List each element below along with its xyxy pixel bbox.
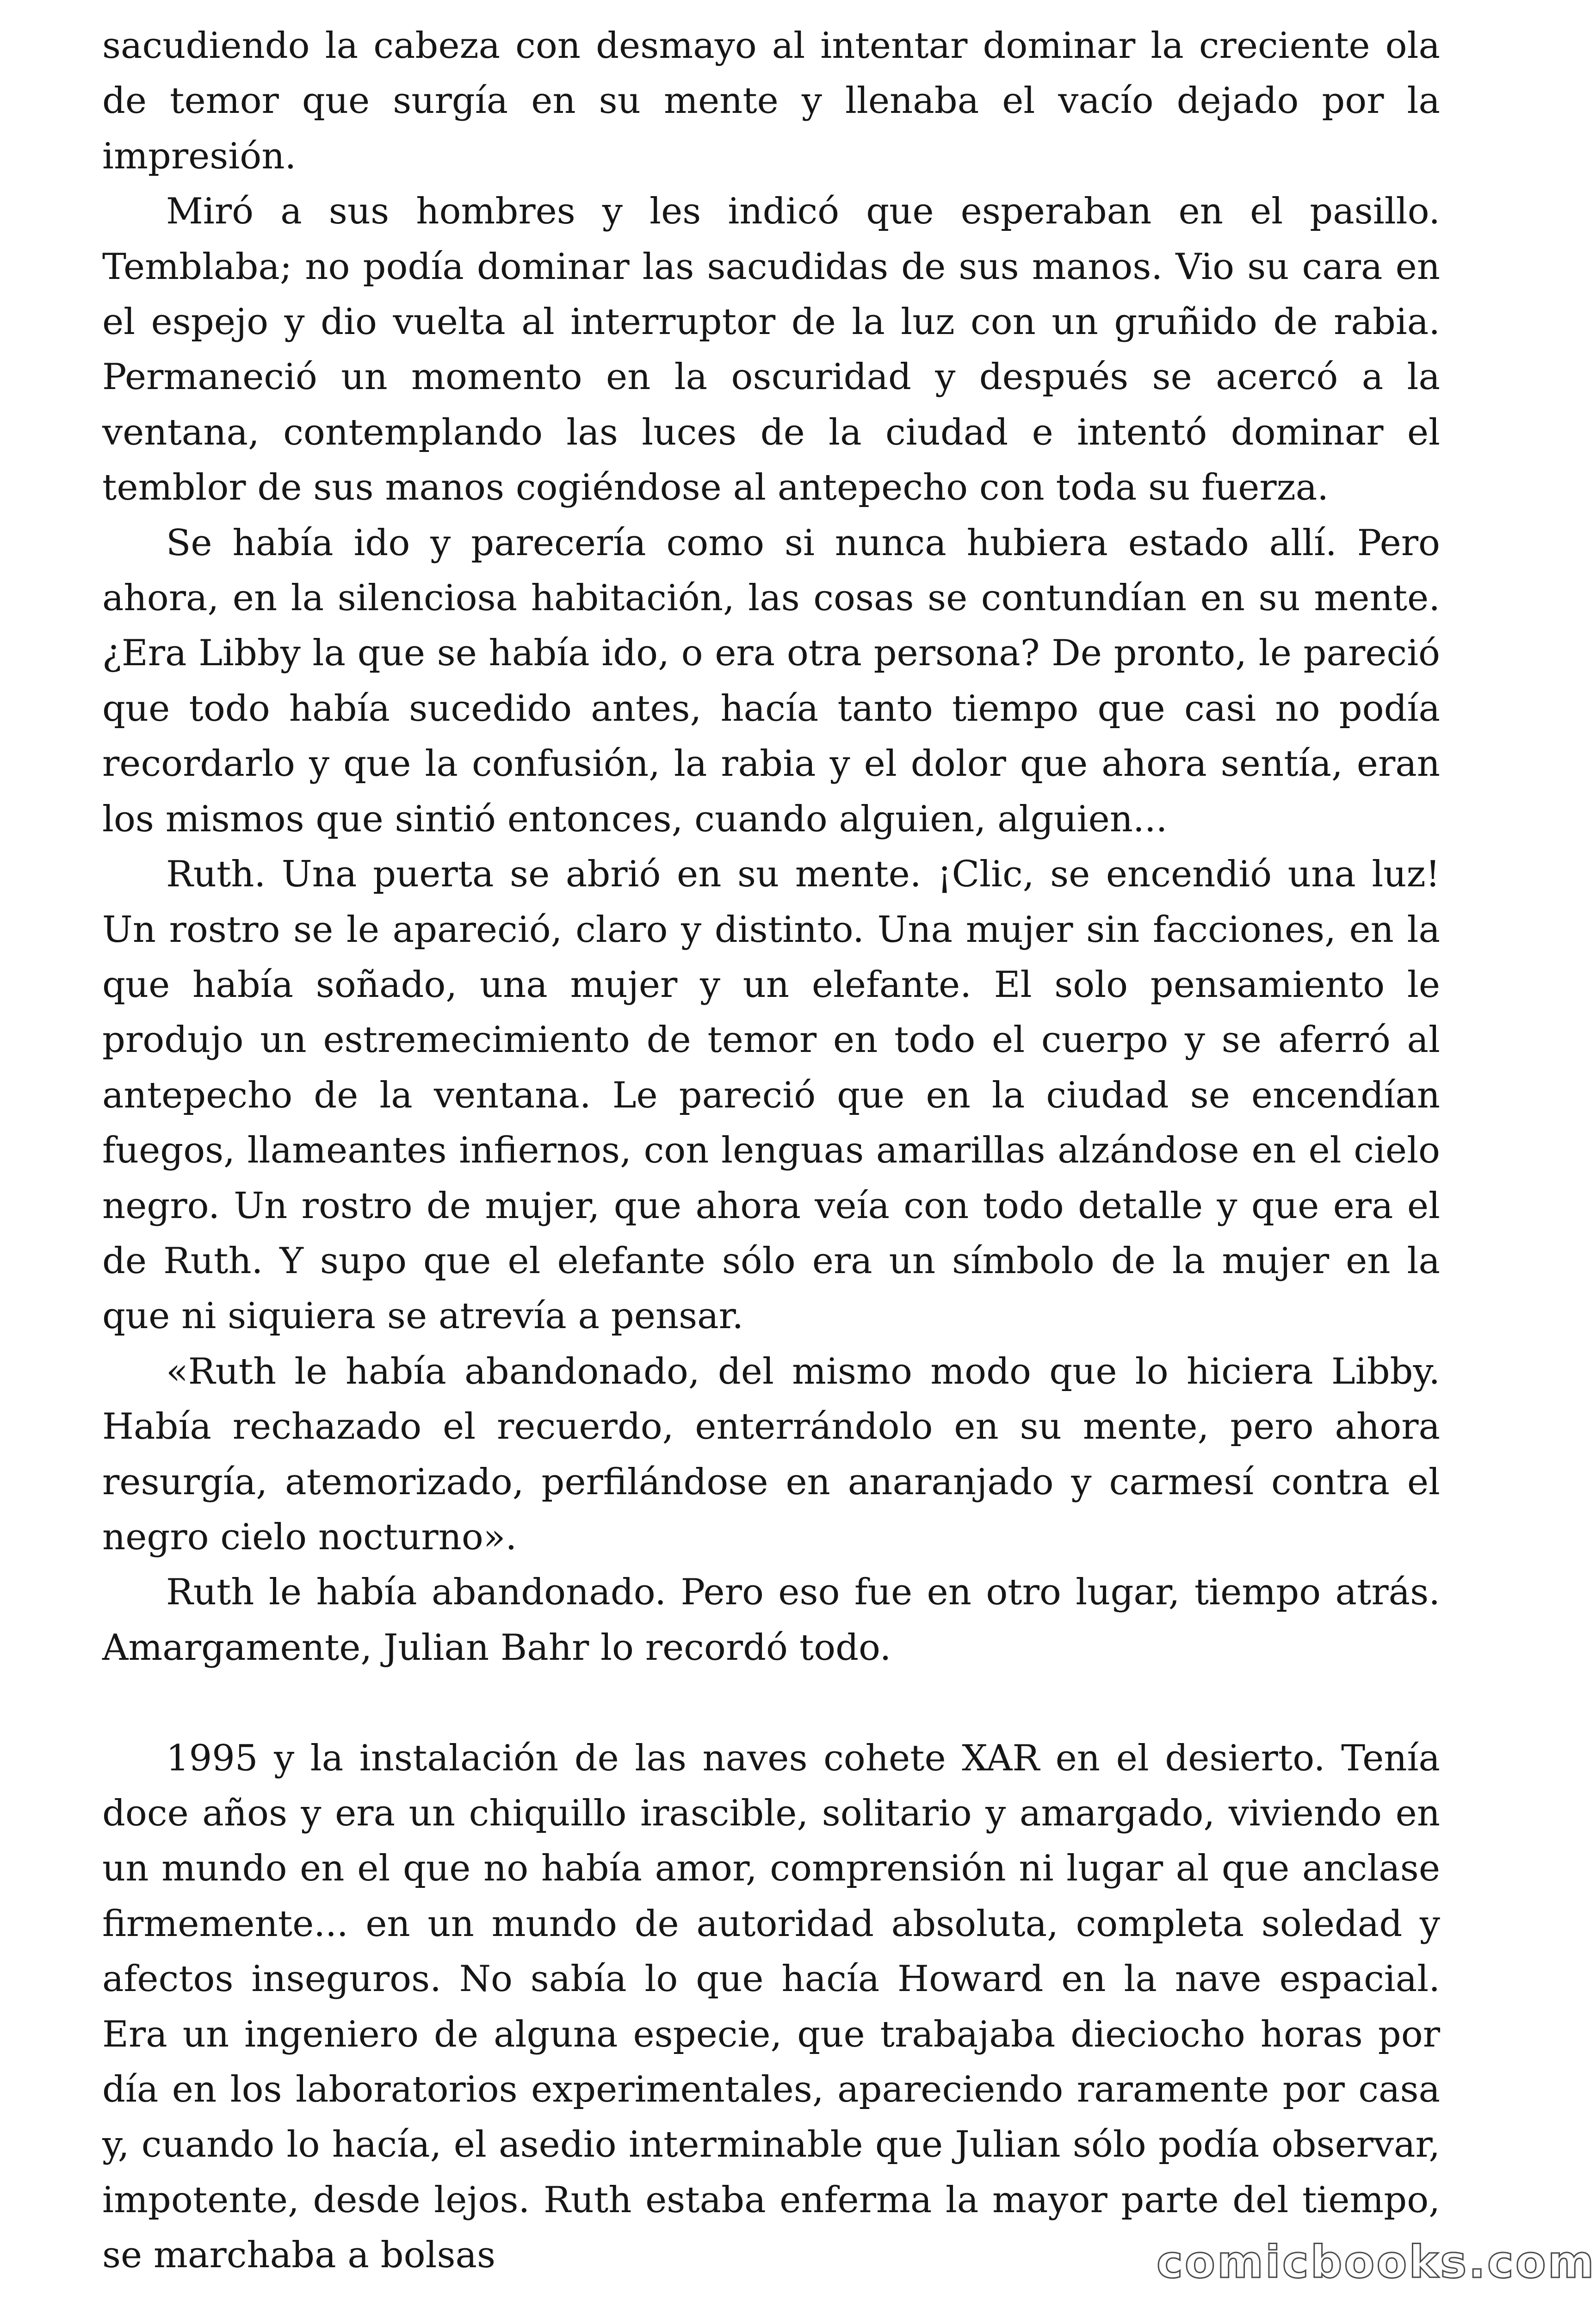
paragraph: Miró a sus hombres y les indicó que esperaban en el pasillo. Temblaba; no podía dominar las sacudidas de sus manos. Vio su cara en el espejo y dio vuelta al interruptor de la luz con un gruñido de rabia. Permaneció un momento en la oscuridad y después se acercó a la ventana, contemplando las luces de la ciudad e intentó dominar el temblor de sus manos cogiéndose al antepecho con toda su fuerza. [102,191,1440,509]
book-page [102,19,1440,2283]
paragraph: «Ruth le había abandonado, del mismo modo que lo hiciera Libby. Había rechazado el recuerdo, enterrándolo en su mente, pero ahora resurgía, atemorizado, perfilándose en anaranjado y carmesí contra el negro cielo nocturno». [102,1350,1440,1558]
watermark: comicbooks.com [1157,2236,1596,2288]
paragraph: Ruth. Una puerta se abrió en su mente. ¡Clic, se encendió una luz! Un rostro se le apareció, claro y distinto. Una mujer sin facciones, en la que había soñado, una mujer y un elefante. El solo pensamiento le produjo un estremecimiento de temor en todo el cuerpo y se aferró al antepecho de la ventana. Le pareció que en la ciudad se encendían fuegos, llameantes infiernos, con lenguas amarillas alzándose en el cielo negro. Un rostro de mujer, que ahora veía con todo detalle y que era el de Ruth. Y supo que el elefante sólo era un símbolo de la mujer en la que ni siquiera se atrevía a pensar. [102,853,1440,1337]
paragraph-continuation: sacudiendo la cabeza con desmayo al intentar dominar la creciente ola de temor que surgía en su mente y llenaba el vacío dejado por la impresión. [102,25,1440,177]
paragraph: Se había ido y parecería como si nunca hubiera estado allí. Pero ahora, en la silenciosa habitación, las cosas se contundían en su mente. ¿Era Libby la que se había ido, o era otra persona? De pronto, le pareció que todo había sucedido antes, hacía tanto tiempo que casi no podía recordarlo y que la confusión, la rabia y el dolor que ahora sentía, eran los mismos que sintió entonces, cuando alguien, alguien... [102,522,1440,840]
paragraph: Ruth le había abandonado. Pero eso fue en otro lugar, tiempo atrás. Amargamente, Julian Bahr lo recordó todo. [102,1571,1440,1669]
paragraph-after-section-break: 1995 y la instalación de las naves cohete XAR en el desierto. Tenía doce años y era un chiquillo irascible, solitario y amargado, viviendo en un mundo en el que no había amor, comprensión ni lugar al que anclase firmemente... en un mundo de autoridad absoluta, completa soledad y afectos inseguros. No sabía lo que hacía Howard en la nave espacial. Era un ingeniero de alguna especie, que trabajaba dieciocho horas por día en los laboratorios experimentales, apareciendo raramente por casa y, cuando lo hacía, el asedio interminable que Julian sólo podía observar, impotente, desde lejos. Ruth estaba enferma la mayor parte del tiempo, se marchaba a bolsas [102,1737,1440,2276]
